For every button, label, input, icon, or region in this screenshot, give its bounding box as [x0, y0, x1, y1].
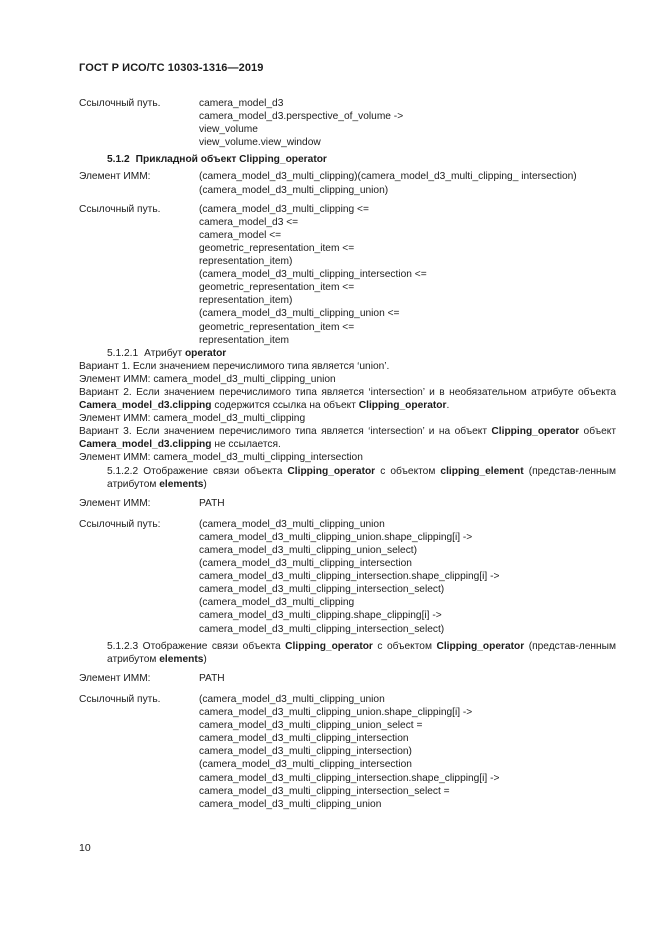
reference-path-block	[79, 97, 616, 149]
aim-element-block	[79, 672, 616, 685]
path-line: (camera_model_d3_multi_clipping_intersection <=	[199, 269, 427, 281]
path-line: camera_model_d3_multi_clipping_union_select =	[199, 720, 423, 732]
path-line: camera_model_d3_multi_clipping_intersection.shape_clipping[i] ->	[199, 772, 500, 784]
path-line: (camera_model_d3_multi_clipping_intersection	[199, 558, 412, 570]
path-line: camera_model_d3	[199, 98, 284, 109]
path-line: camera_model <=	[199, 229, 282, 241]
document-header: ГОСТ Р ИСО/ТС 10303-1316—2019	[79, 62, 264, 74]
path-line: representation_item)	[199, 295, 293, 307]
page-number: 10	[79, 842, 91, 854]
path-line: camera_model_d3_multi_clipping_intersection_select)	[199, 623, 445, 635]
path-line: (camera_model_d3_multi_clipping <=	[199, 203, 369, 215]
path-line: camera_model_d3 <=	[199, 216, 299, 228]
path-line: camera_model_d3_multi_clipping_intersection	[199, 733, 409, 745]
aim-element-block	[79, 497, 616, 510]
path-line: view_volume.view_window	[199, 137, 321, 149]
aim-value: PATH	[199, 497, 225, 509]
path-line: camera_model_d3_multi_clipping.shape_clipping[i] ->	[199, 610, 442, 622]
path-line: (camera_model_d3_multi_clipping_union)	[199, 184, 389, 196]
path-lines	[199, 518, 616, 636]
path-lines	[199, 203, 616, 347]
section-heading-5-1-2-2: 5.1.2.2 Отображение связи объекта Clipping_operator с объектом clipping_element (представ-ленным атрибутом elements)	[107, 465, 616, 490]
aim-lines	[199, 170, 616, 196]
path-line: camera_model_d3_multi_clipping_intersection_select =	[199, 785, 450, 797]
path-line: camera_model_d3_multi_clipping_union.shape_clipping[i] ->	[199, 707, 473, 719]
section-heading-5-1-2: 5.1.2 Прикладной объект Clipping_operator	[107, 154, 327, 166]
reference-path-block	[79, 203, 616, 347]
section-heading-5-1-2-1: 5.1.2.1 Атрибут operator	[107, 347, 227, 359]
page-content	[79, 97, 616, 811]
path-line: camera_model_d3_multi_clipping_intersection.shape_clipping[i] ->	[199, 571, 500, 583]
variant-1: Вариант 1. Если значением перечислимого типа является ‘union’.	[79, 360, 390, 372]
variant-2-aim: Элемент ИММ: camera_model_d3_multi_clipping	[79, 413, 306, 425]
field-label: Ссылочный путь.	[79, 203, 161, 215]
path-line: (camera_model_d3_multi_clipping)(camera_model_d3_multi_clipping_ intersection)	[199, 171, 577, 183]
path-line: (camera_model_d3_multi_clipping_union	[199, 693, 385, 705]
path-line: camera_model_d3_multi_clipping_union_select)	[199, 545, 418, 556]
path-line: camera_model_d3.perspective_of_volume ->	[199, 111, 404, 123]
path-line: view_volume	[199, 124, 258, 136]
variant-3-aim: Элемент ИММ: camera_model_d3_multi_clipping_intersection	[79, 452, 363, 464]
field-label: Ссылочный путь.	[79, 693, 161, 705]
path-line: (camera_model_d3_multi_clipping_union	[199, 518, 385, 530]
path-lines	[199, 97, 616, 149]
variant-1-aim: Элемент ИММ: camera_model_d3_multi_clipping_union	[79, 373, 336, 385]
aim-value: PATH	[199, 672, 225, 684]
field-label: Элемент ИММ:	[79, 672, 151, 684]
section-heading-5-1-2-3: 5.1.2.3 Отображение связи объекта Clipping_operator с объектом Clipping_operator (представ-ленным атрибутом elements)	[107, 640, 616, 665]
path-line: (camera_model_d3_multi_clipping_intersection	[199, 759, 412, 771]
path-lines	[199, 693, 616, 811]
path-line: camera_model_d3_multi_clipping_union	[199, 798, 382, 810]
path-line: representation_item)	[199, 256, 293, 268]
field-label: Ссылочный путь:	[79, 518, 161, 530]
variant-2: Вариант 2. Если значением перечислимого типа является ‘intersection’ и в необязательном атрибуте объекта Camera_model_d3.clipping содержится ссылка на объект Clipping_operator.	[79, 386, 616, 412]
path-line: (camera_model_d3_multi_clipping	[199, 597, 355, 609]
path-line: camera_model_d3_multi_clipping_intersection)	[199, 746, 412, 758]
path-line: camera_model_d3_multi_clipping_intersection_select)	[199, 584, 445, 596]
field-label: Элемент ИММ:	[79, 171, 151, 183]
variant-3: Вариант 3. Если значением перечислимого типа является ‘intersection’ и на объект Clipping_operator объект Camera_model_d3.clipping не ссылается.	[79, 426, 616, 451]
aim-element-block	[79, 170, 616, 196]
field-label: Ссылочный путь.	[79, 98, 161, 109]
path-line: (camera_model_d3_multi_clipping_union <=	[199, 308, 400, 320]
reference-path-block	[79, 693, 616, 811]
reference-path-block	[79, 518, 616, 636]
path-line: geometric_representation_item <=	[199, 282, 355, 294]
path-line: geometric_representation_item <=	[199, 321, 355, 333]
path-line: representation_item	[199, 334, 290, 346]
path-line: geometric_representation_item <=	[199, 242, 355, 254]
path-line: camera_model_d3_multi_clipping_union.shape_clipping[i] ->	[199, 531, 473, 543]
field-label: Элемент ИММ:	[79, 497, 151, 509]
